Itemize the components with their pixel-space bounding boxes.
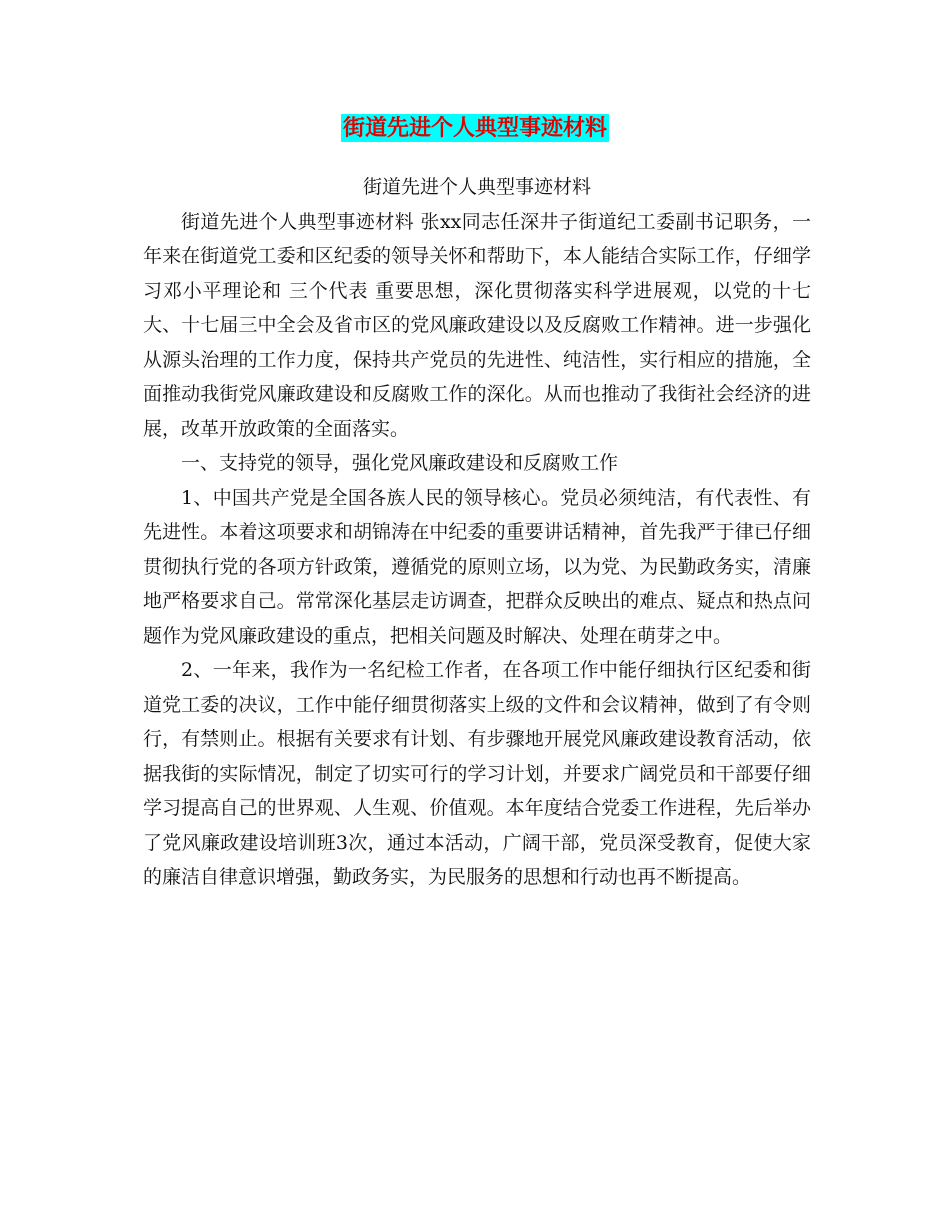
paragraph-item-1: 1、中国共产党是全国各族人民的领导核心。党员必须纯洁，有代表性、有先进性。本着这项要求和胡锦涛在中纪委的重要讲话精神，首先我严于律已仔细贯彻执行党的各项方针政策，遵循党的原则立场，以为党、为民勤政务实，清廉地严格要求自己。常常深化基层走访调查，把群众反映出的难点、疑点和热点问题作为党风廉政建设的重点，把相关问题及时解决、处理在萌芽之中。 xyxy=(143,486,811,647)
document-title-text: 街道先进个人典型事迹材料 xyxy=(342,115,607,141)
section-heading-1: 一、支持党的领导，强化党风廉政建设和反腐败工作 xyxy=(181,452,619,474)
document-body xyxy=(143,170,811,895)
paragraph-item-2: 2、一年来，我作为一名纪检工作者，在各项工作中能仔细执行区纪委和街道党工委的决议，工作中能仔细贯彻落实上级的文件和会议精神，做到了有令则行，有禁则止。根据有关要求有计划、有步骤地开展党风廉政建设教育活动，依据我街的实际情况，制定了切实可行的学习计划，并要求广阔党员和干部要仔细学习提高自己的世界观、人生观、价值观。本年度结合党委工作进程，先后举办了党风廉政建设培训班3次，通过本活动，广阔干部，党员深受教育，促使大家的廉洁自律意识增强，勤政务实，为民服务的思想和行动也再不断提高。 xyxy=(143,659,811,888)
document-subtitle: 街道先进个人典型事迹材料 xyxy=(362,176,591,198)
paragraph-intro: 街道先进个人典型事迹材料 张xx同志任深井子街道纪工委副书记职务，一年来在街道党工委和区纪委的领导关怀和帮助下，本人能结合实际工作，仔细学习邓小平理论和 三个代表 重要思想，深化贯彻落实科学进展观，以党的十七大、十七届三中全会及省市区的党风廉政建设以及反腐败工作精神。进一步强化从源头治理的工作力度，保持共产党员的先进性、纯洁性，实行相应的措施，全面推动我街党风廉政建设和反腐败工作的深化。从而也推动了我街社会经济的进展，改革开放政策的全面落实。 xyxy=(143,210,811,440)
document-title xyxy=(0,113,950,143)
